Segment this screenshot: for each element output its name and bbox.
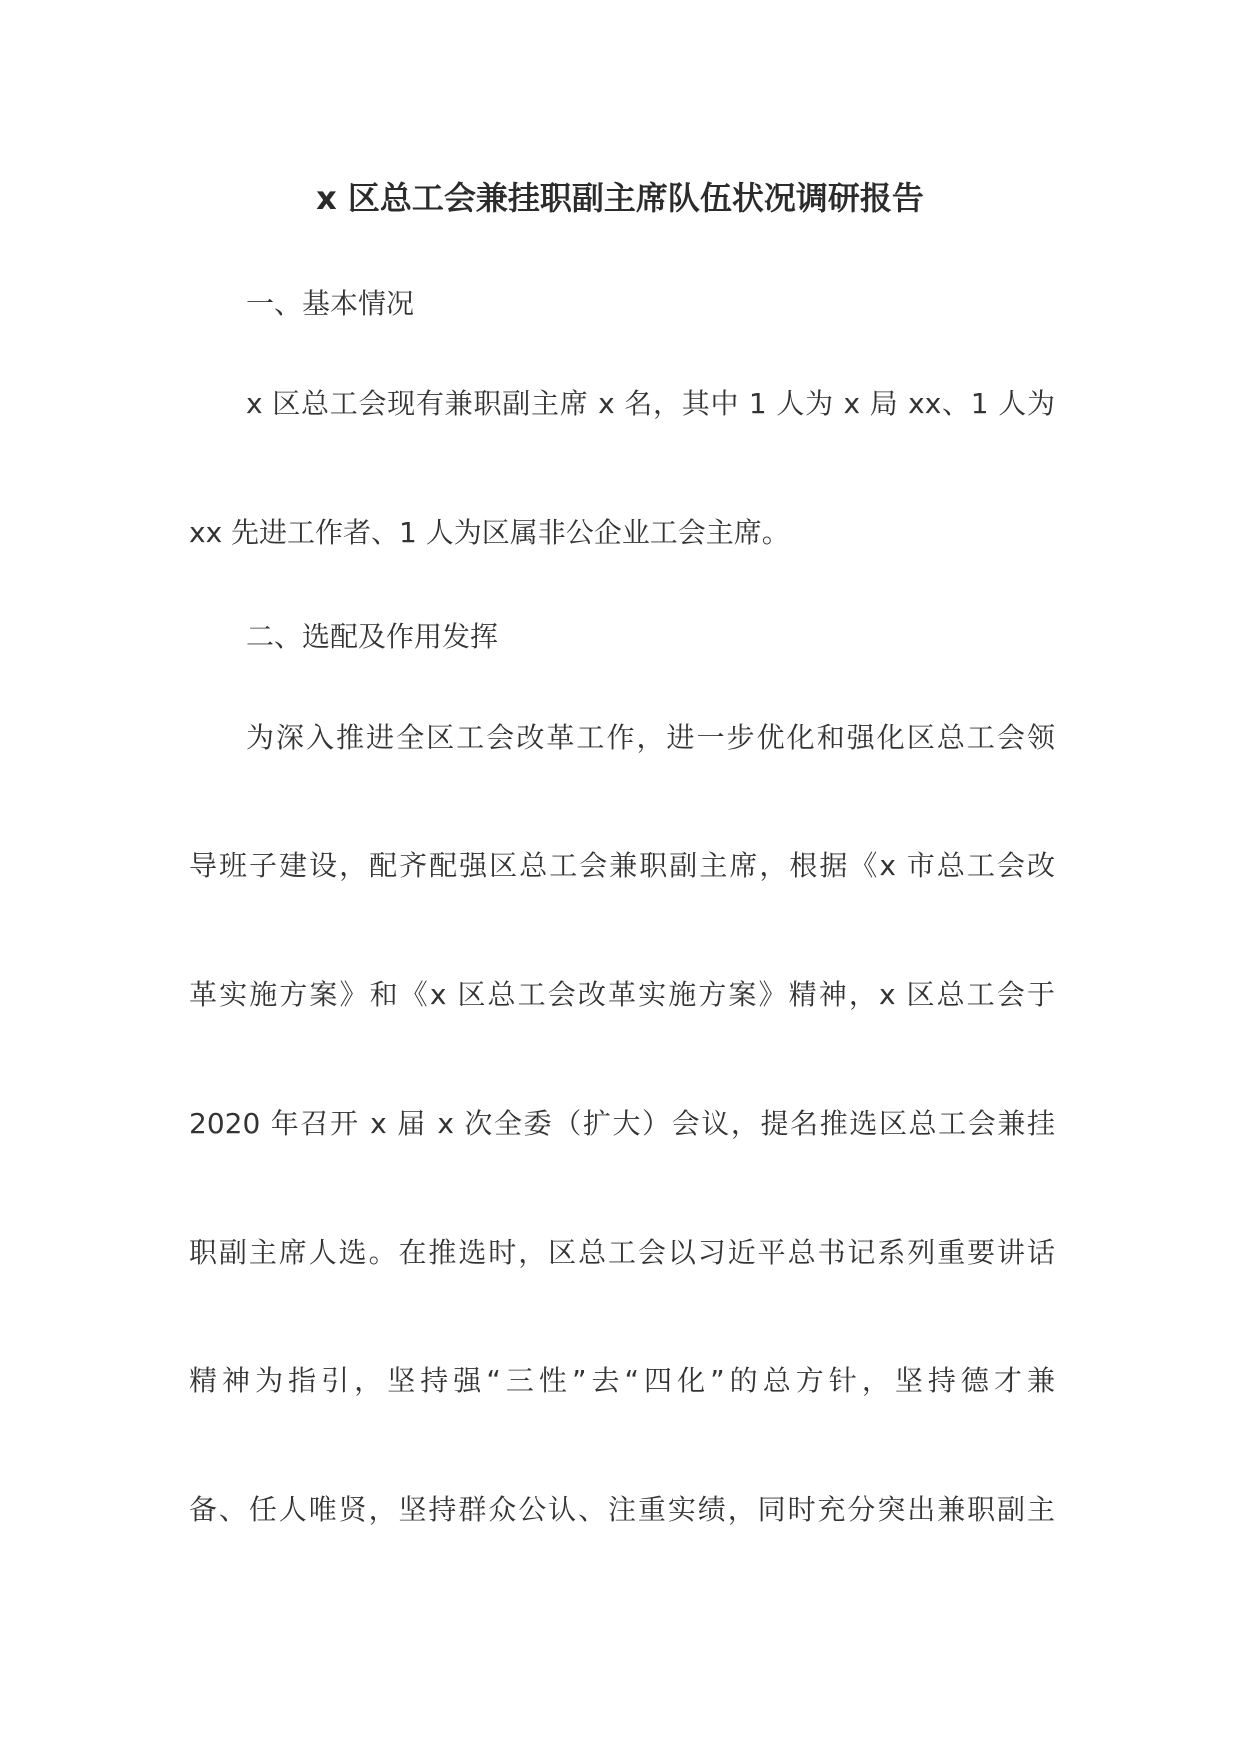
paragraph-line: 革实施方案》和《x 区总工会改革实施方案》精神，x 区总工会于 bbox=[189, 978, 1055, 1011]
paragraph-line: x 区总工会现有兼职副主席 x 名，其中 1 人为 x 局 xx、1 人为 bbox=[246, 387, 1055, 420]
paragraph-line: 精神为指引，坚持强“三性”去“四化”的总方针，坚持德才兼 bbox=[189, 1364, 1055, 1397]
paragraph-line: 导班子建设，配齐配强区总工会兼职副主席，根据《x 市总工会改 bbox=[189, 849, 1055, 882]
paragraph-line: 备、任人唯贤，坚持群众公认、注重实绩，同时充分突出兼职副主 bbox=[189, 1493, 1055, 1526]
paragraph-line: 2020 年召开 x 届 x 次全委（扩大）会议，提名推选区总工会兼挂 bbox=[189, 1107, 1055, 1140]
paragraph-line: 为深入推进全区工会改革工作，进一步优化和强化区总工会领 bbox=[246, 721, 1055, 754]
paragraph-line: xx 先进工作者、1 人为区属非公企业工会主席。 bbox=[189, 516, 790, 549]
section-heading-selection: 二、选配及作用发挥 bbox=[246, 620, 499, 653]
section-heading-basic: 一、基本情况 bbox=[246, 287, 415, 320]
document-title: x 区总工会兼挂职副主席队伍状况调研报告 bbox=[316, 179, 924, 217]
paragraph-line: 职副主席人选。在推选时，区总工会以习近平总书记系列重要讲话 bbox=[189, 1236, 1055, 1269]
